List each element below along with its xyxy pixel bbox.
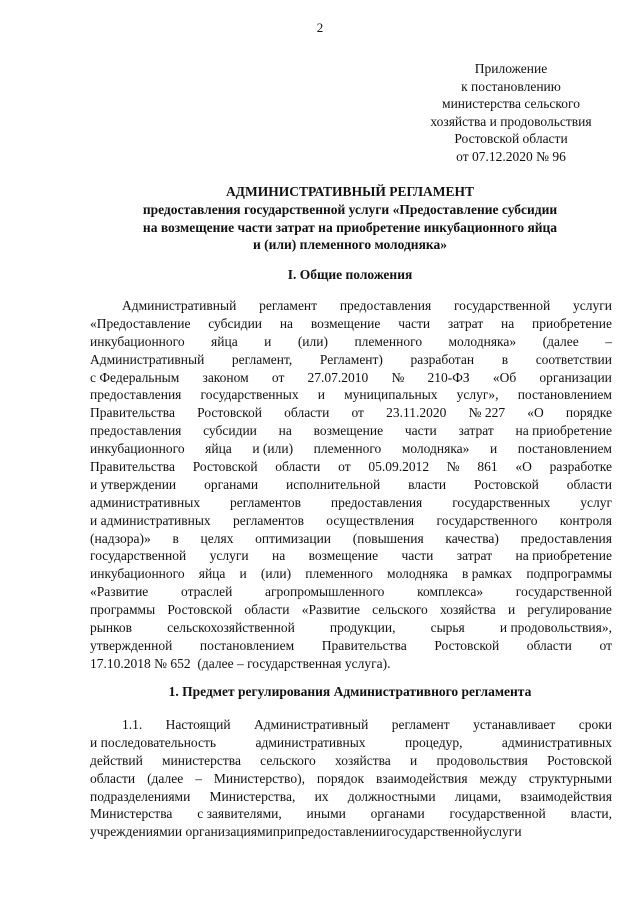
word: в: [172, 530, 179, 546]
text-line: [90, 770, 612, 788]
word: от: [338, 459, 351, 475]
word: качества): [445, 530, 499, 546]
word: Административный: [254, 717, 369, 732]
word: субсидии: [208, 315, 263, 331]
word: части: [398, 315, 431, 331]
word: и: [489, 441, 498, 457]
word: организации: [539, 369, 612, 385]
word: контроля: [559, 512, 612, 528]
text-line: [90, 734, 612, 752]
word: №: [446, 459, 460, 475]
word: Настоящий: [165, 717, 231, 732]
word: яйца: [198, 566, 226, 582]
word: услуги: [209, 548, 249, 564]
word: области: [275, 459, 321, 475]
word: в рамках: [462, 566, 513, 582]
word: государственных: [452, 494, 551, 510]
word: 23.11.2020: [386, 405, 447, 421]
word: на приобретение: [515, 548, 612, 564]
word: инкубационного: [90, 333, 185, 349]
word: государственных: [200, 387, 299, 403]
text-line: [90, 440, 612, 458]
word: услуг»,: [456, 387, 499, 403]
word: сельского: [260, 752, 316, 768]
word: исполнительной: [285, 476, 381, 492]
word: (надзора)»: [90, 530, 151, 546]
word: власти: [408, 476, 447, 492]
word: 861: [477, 459, 498, 475]
text-line: [90, 369, 612, 387]
word: утвержденной: [90, 637, 173, 653]
word: Министерство),: [213, 770, 305, 786]
word: «Предоставление: [90, 315, 191, 331]
appendix-line: хозяйства и продовольствия: [430, 113, 592, 129]
word: комплекса»: [417, 584, 484, 600]
appendix-block: [400, 60, 622, 165]
word: регламентов: [230, 494, 301, 510]
document-subtitle: [80, 201, 620, 254]
word: рынков: [90, 620, 133, 636]
word: государственной: [515, 584, 612, 600]
document-title: [80, 183, 620, 201]
word: Ростовской: [167, 602, 233, 618]
word: государственной: [453, 298, 551, 313]
word: хозяйства: [334, 752, 391, 768]
word: органами: [204, 476, 259, 492]
word: структурными: [528, 770, 612, 786]
word: племенного: [305, 566, 373, 582]
word: №: [391, 369, 405, 385]
word: возмещение: [313, 423, 384, 439]
word: оптимизации: [255, 530, 332, 546]
word: (далее: [147, 770, 184, 786]
word: их: [314, 788, 329, 804]
text-line: [90, 805, 612, 823]
word: яйца: [211, 333, 238, 349]
word: процедур,: [404, 734, 463, 750]
word: устанавливает: [473, 717, 556, 732]
word: яйца: [205, 441, 232, 457]
word: с Федеральным: [90, 369, 180, 385]
word: Ростовской: [434, 637, 500, 653]
word: –: [605, 333, 612, 349]
document-subtitle-line: на возмещение части затрат на приобретение инкубационного яйца: [142, 219, 558, 235]
word: затрат: [458, 423, 494, 439]
appendix-line: Приложение: [474, 61, 548, 76]
word: молодняка»: [401, 441, 470, 457]
word: продовольствия: [436, 752, 528, 768]
word: продукции,: [329, 620, 396, 636]
word: предоставления: [330, 494, 423, 510]
word: на: [279, 315, 294, 331]
word: и: [264, 333, 272, 349]
word: и (или): [252, 441, 294, 457]
text-line: [90, 476, 612, 494]
word: между: [479, 770, 517, 786]
word: Ростовской: [474, 476, 539, 492]
text-line: [90, 655, 612, 673]
word: разработан: [410, 351, 475, 367]
word: сельского: [372, 602, 428, 618]
word: разработке: [549, 459, 612, 475]
text-line: [90, 601, 612, 619]
word: Правительства: [90, 405, 175, 421]
word: «Об: [492, 369, 517, 385]
word: при: [272, 824, 294, 840]
word: «Развитие: [301, 602, 360, 618]
word: муниципальных: [344, 387, 438, 403]
word: Правительства: [321, 637, 407, 653]
paragraph-general-provisions: [90, 297, 612, 673]
section-heading-general: I. Общие положения: [287, 267, 413, 282]
word: № 227: [468, 405, 506, 421]
word: и: [410, 752, 418, 768]
word: –: [195, 770, 202, 786]
word: учреждениями: [90, 824, 175, 840]
word: Ростовской: [547, 752, 612, 768]
appendix-line: к постановлению: [461, 78, 561, 94]
word: на: [278, 423, 292, 439]
word: Административный: [90, 351, 205, 367]
word: (повышения: [352, 530, 424, 546]
text-line: [90, 422, 612, 440]
document-subtitle-line: и (или) племенного молодняка»: [253, 237, 447, 252]
text-line: [90, 404, 612, 422]
word: соответствии: [535, 351, 612, 367]
word: Министерства: [90, 806, 173, 822]
word: от: [351, 405, 364, 421]
word: сроки: [578, 717, 612, 732]
word: области: [90, 770, 136, 786]
text-line: [90, 494, 612, 512]
word: молодняка: [387, 566, 448, 582]
word: административных: [255, 734, 366, 750]
word: затрат: [447, 315, 484, 331]
word: сырья: [430, 620, 465, 636]
word: взаимодействия: [520, 788, 612, 804]
appendix-line: Ростовской области: [454, 131, 568, 146]
word: 17.10.2018 № 652 (далее – государственная услуга).: [90, 655, 391, 671]
word: и: [239, 566, 247, 582]
paragraph-1-1: [90, 716, 612, 841]
word: 1.1.: [122, 717, 143, 732]
word: целях: [200, 530, 234, 546]
word: племенного: [313, 441, 382, 457]
word: услуг: [580, 494, 612, 510]
word: лицами,: [454, 788, 502, 804]
word: и продовольствия»,: [499, 620, 612, 636]
text-line: [90, 458, 612, 476]
text-line: [90, 823, 612, 841]
word: области: [566, 476, 612, 492]
word: и организациями: [174, 824, 273, 840]
word: от: [599, 637, 612, 653]
word: административных: [90, 494, 201, 510]
word: «О: [527, 405, 544, 421]
word: предоставления: [339, 298, 432, 313]
page-number: 2: [316, 20, 324, 35]
text-line: [90, 752, 612, 770]
word: от: [271, 369, 285, 385]
text-line: [90, 297, 612, 315]
word: приобретение: [532, 315, 612, 331]
appendix-line: от 07.12.2020 № 96: [456, 148, 566, 164]
text-line: [90, 333, 612, 351]
text-line: [90, 530, 612, 548]
word: части: [401, 548, 434, 564]
word: области: [284, 405, 330, 421]
word: государственной: [449, 806, 546, 822]
word: программы: [90, 602, 156, 618]
word: предоставления: [90, 423, 182, 439]
word: возмещение: [308, 548, 379, 564]
word: субсидии: [203, 423, 257, 439]
word: агропромышленного: [265, 584, 385, 600]
word: инкубационного: [90, 441, 185, 457]
word: Министерства,: [209, 788, 296, 804]
word: регламент: [259, 298, 318, 313]
word: действий: [90, 752, 143, 768]
word: осуществления: [326, 512, 415, 528]
text-line: [90, 386, 612, 404]
text-line: [90, 547, 612, 565]
word: Правительства: [90, 459, 175, 475]
word: на: [501, 315, 515, 331]
word: и последовательность: [90, 734, 217, 750]
word: государственной: [90, 548, 187, 564]
word: взаимодействия: [375, 770, 468, 786]
word: области: [526, 637, 572, 653]
appendix-line: министерства сельского: [442, 96, 580, 111]
word: иными: [306, 806, 346, 822]
word: и: [317, 387, 325, 403]
text-line: [90, 637, 612, 655]
text-line: [90, 619, 612, 637]
word: регулирование: [527, 602, 612, 618]
word: Ростовской: [192, 459, 258, 475]
word: порядок: [316, 770, 365, 786]
text-line: [90, 788, 612, 806]
word: и: [507, 602, 516, 618]
word: области: [244, 602, 290, 618]
word: и утверждении: [90, 476, 177, 492]
word: административных: [501, 734, 612, 750]
word: молодняка»: [448, 333, 517, 349]
text-line: [90, 716, 612, 734]
word: сельскохозяйственной: [167, 620, 295, 636]
word: регламент,: [231, 351, 293, 367]
word: 210-ФЗ: [427, 369, 470, 385]
word: законом: [202, 369, 249, 385]
word: государственной: [386, 824, 483, 840]
word: предоставления: [90, 387, 182, 403]
text-line: [90, 583, 612, 601]
text-line: [90, 565, 612, 583]
word: постановлением: [517, 441, 612, 457]
word: племенного: [354, 333, 423, 349]
word: Административный: [122, 298, 237, 313]
word: Ростовской: [197, 405, 262, 421]
word: услуги: [482, 824, 522, 840]
word: предоставления: [520, 530, 612, 546]
word: постановлением: [199, 637, 295, 653]
word: (далее: [542, 333, 579, 349]
word: подпрограммы: [526, 566, 612, 582]
word: порядке: [565, 405, 612, 421]
word: (или): [260, 566, 292, 582]
word: подразделениями: [90, 788, 191, 804]
word: на: [271, 548, 286, 564]
word: 05.09.2012: [368, 459, 430, 475]
word: части: [404, 423, 437, 439]
section-heading-subject: 1. Предмет регулирования Административного регламента: [168, 684, 532, 699]
word: «Развитие: [90, 584, 149, 600]
word: постановлением: [517, 387, 612, 403]
word: отраслей: [181, 584, 233, 600]
word: в: [501, 351, 509, 367]
word: органами: [370, 806, 425, 822]
word: власти,: [570, 806, 612, 822]
word: с заявителями,: [197, 806, 282, 822]
word: (или): [297, 333, 328, 349]
word: на приобретение: [515, 423, 612, 439]
word: министерства: [162, 752, 241, 768]
text-line: [90, 315, 612, 333]
text-line: [90, 351, 612, 369]
word: хозяйства: [439, 602, 496, 618]
word: инкубационного: [90, 566, 185, 582]
word: предоставлении: [293, 824, 387, 840]
word: Регламент): [319, 351, 383, 367]
document-subtitle-line: предоставления государственной услуги «Предоставление субсидии: [142, 202, 558, 217]
word: возмещение: [310, 315, 381, 331]
document-title-main: АДМИНИСТРАТИВНЫЙ РЕГЛАМЕНТ: [225, 184, 475, 199]
word: и административных: [90, 512, 211, 528]
word: услуги: [572, 298, 612, 313]
word: регламент: [391, 717, 450, 732]
word: «О: [515, 459, 532, 475]
word: государственного: [436, 512, 538, 528]
word: 27.07.2010: [307, 369, 369, 385]
word: затрат: [456, 548, 493, 564]
text-line: [90, 512, 612, 530]
word: регламентов: [233, 512, 304, 528]
word: должностными: [347, 788, 436, 804]
